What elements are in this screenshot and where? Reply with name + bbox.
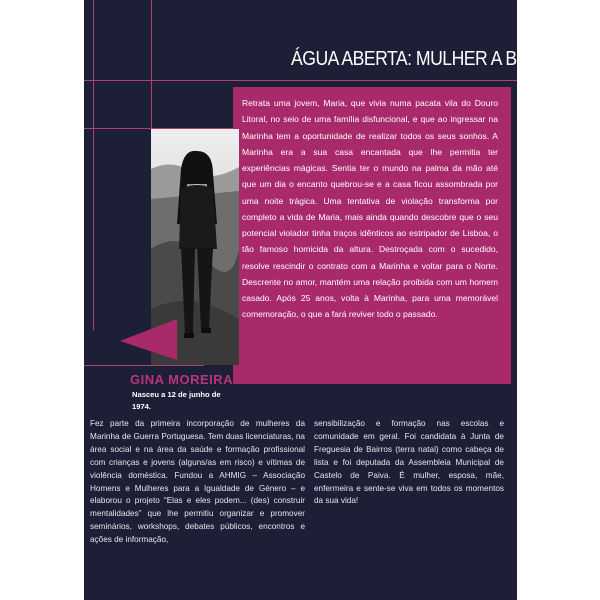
author-birthdate: Nasceu a 12 de junho de 1974. — [132, 390, 221, 411]
book-page — [84, 0, 568, 600]
synopsis-text: Retrata uma jovem, Maria, que vivia numa pacata vila do Douro Litoral, no seio de uma família disfuncional, e que ao ingressar na Marinha tem a oportunidade de realizar todos os seus sonhos. A Marinha era a sua casa encantada que lhe permitia ter experiências mágicas. Sentia ter o mundo na palma da mão até que um dia o encanto quebrou-se e a casa ficou assombrada por uma noite trágica. Uma tentativa de violação transforma por completo a vida de Maria, mais ainda quando descobre que o seu potencial violador tinha traços idênticos ao estripador de Lisboa, o tão famoso homicida da altura. Destroçada com o sucedido, resolve rescindir o contrato com a Marinha e voltar para o Norte. Descrente no amor, mantém uma relação proibida com um homem casado. Após 25 anos, volta à Marinha, para uma memorável comemoração, o que a fará reviver todo o passado. — [242, 98, 498, 320]
accent-triangle — [120, 319, 177, 360]
synopsis-panel — [233, 87, 511, 384]
decorative-line — [84, 80, 517, 81]
page-title: ÁGUA ABERTA: MULHER A BORDO — [291, 47, 568, 70]
decorative-line — [93, 0, 94, 330]
author-name: GINA MOREIRA — [130, 372, 234, 387]
author-bio-column-1: Fez parte da primeira incorporação de mulheres da Marinha de Guerra Portuguesa. Tem duas licenciaturas, na área social e na área da saúde e formação profissional com crianças e jovens (alguns/as em risco) e vítimas de violência doméstica. Fundou a AHMIG – Associação Homens e Mulheres para a Igualdade de Género – e elaborou o projeto “Elas e eles podem... (des) construir mentalidades” que lhe permitiu organizar e promover seminários, workshops, debates públicos, encontros e ações de informação, — [90, 419, 305, 545]
decorative-line — [151, 0, 152, 130]
author-bio-column-2: sensibilização e formação nas escolas e comunidade em geral. Foi candidata à Junta de Freguesia de Bairros (terra natal) como cabeça de lista e foi deputada da Assembleia Municipal de Castelo de Paiva. É mulher, esposa, mãe, enfermeira e sente-se viva em todos os momentos da sua vida! — [314, 419, 504, 506]
decorative-line — [84, 365, 204, 366]
